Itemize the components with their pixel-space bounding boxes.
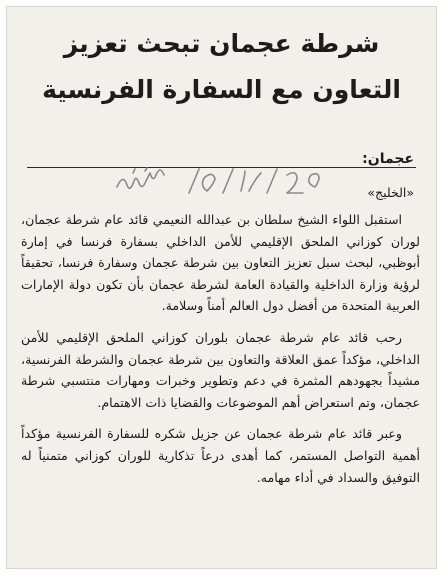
article-paragraph-1: استقبل اللواء الشيخ سلطان بن عبدالله النعيمي قائد عام شرطة عجمان، لوران كوزاني الملحق الإقليمي للأمن الداخلي بسفارة فرنسا في إمارة أبوظبي، لبحث سبل تعزيز التعاون بين شرطة عجمان وسفارة فرنسا، تحقيقاً لرؤية وزارة الداخلية والقيادة العامة لشرطة عجمان بأن تكون دولة الإمارات العربية المتحدة من أفضل دول العالم أمناً وسلامة.	[21, 212, 420, 314]
article-paragraph-2: رحب قائد عام شرطة عجمان بلوران كوزاني الملحق الإقليمي للأمن الداخلي، مؤكداً عمق العلاقة والتعاون بين شرطة عجمان والشرطة الفرنسية، مشيداً بجهودهم المثمرة في دعم وتطوير وخبرات ومهارات منتسبي شرطة عجمان، وتم استعراض أهم الموضوعات والقضايا ذات الاهتمام.	[21, 329, 420, 410]
handwritten-date-annotation	[111, 165, 331, 201]
article-paragraph-3: وعبر قائد عام شرطة عجمان عن جزيل شكره للسفارة الفرنسية مؤكداً أهمية التواصل المستمر، كما أهدى درعاً تذكارية للوران كوزاني متمنياً له التوفيق والسداد في أداء مهامه.	[21, 426, 420, 485]
source-credit: «الخليج»	[367, 185, 414, 200]
headline-line-2: التعاون مع السفارة الفرنسية	[42, 75, 401, 104]
newspaper-clipping	[6, 6, 437, 569]
dateline: عجمان:	[362, 151, 414, 167]
headline-line-1: شرطة عجمان تبحث تعزيز	[63, 29, 380, 58]
article-body	[21, 209, 420, 498]
article-headline	[19, 21, 424, 113]
